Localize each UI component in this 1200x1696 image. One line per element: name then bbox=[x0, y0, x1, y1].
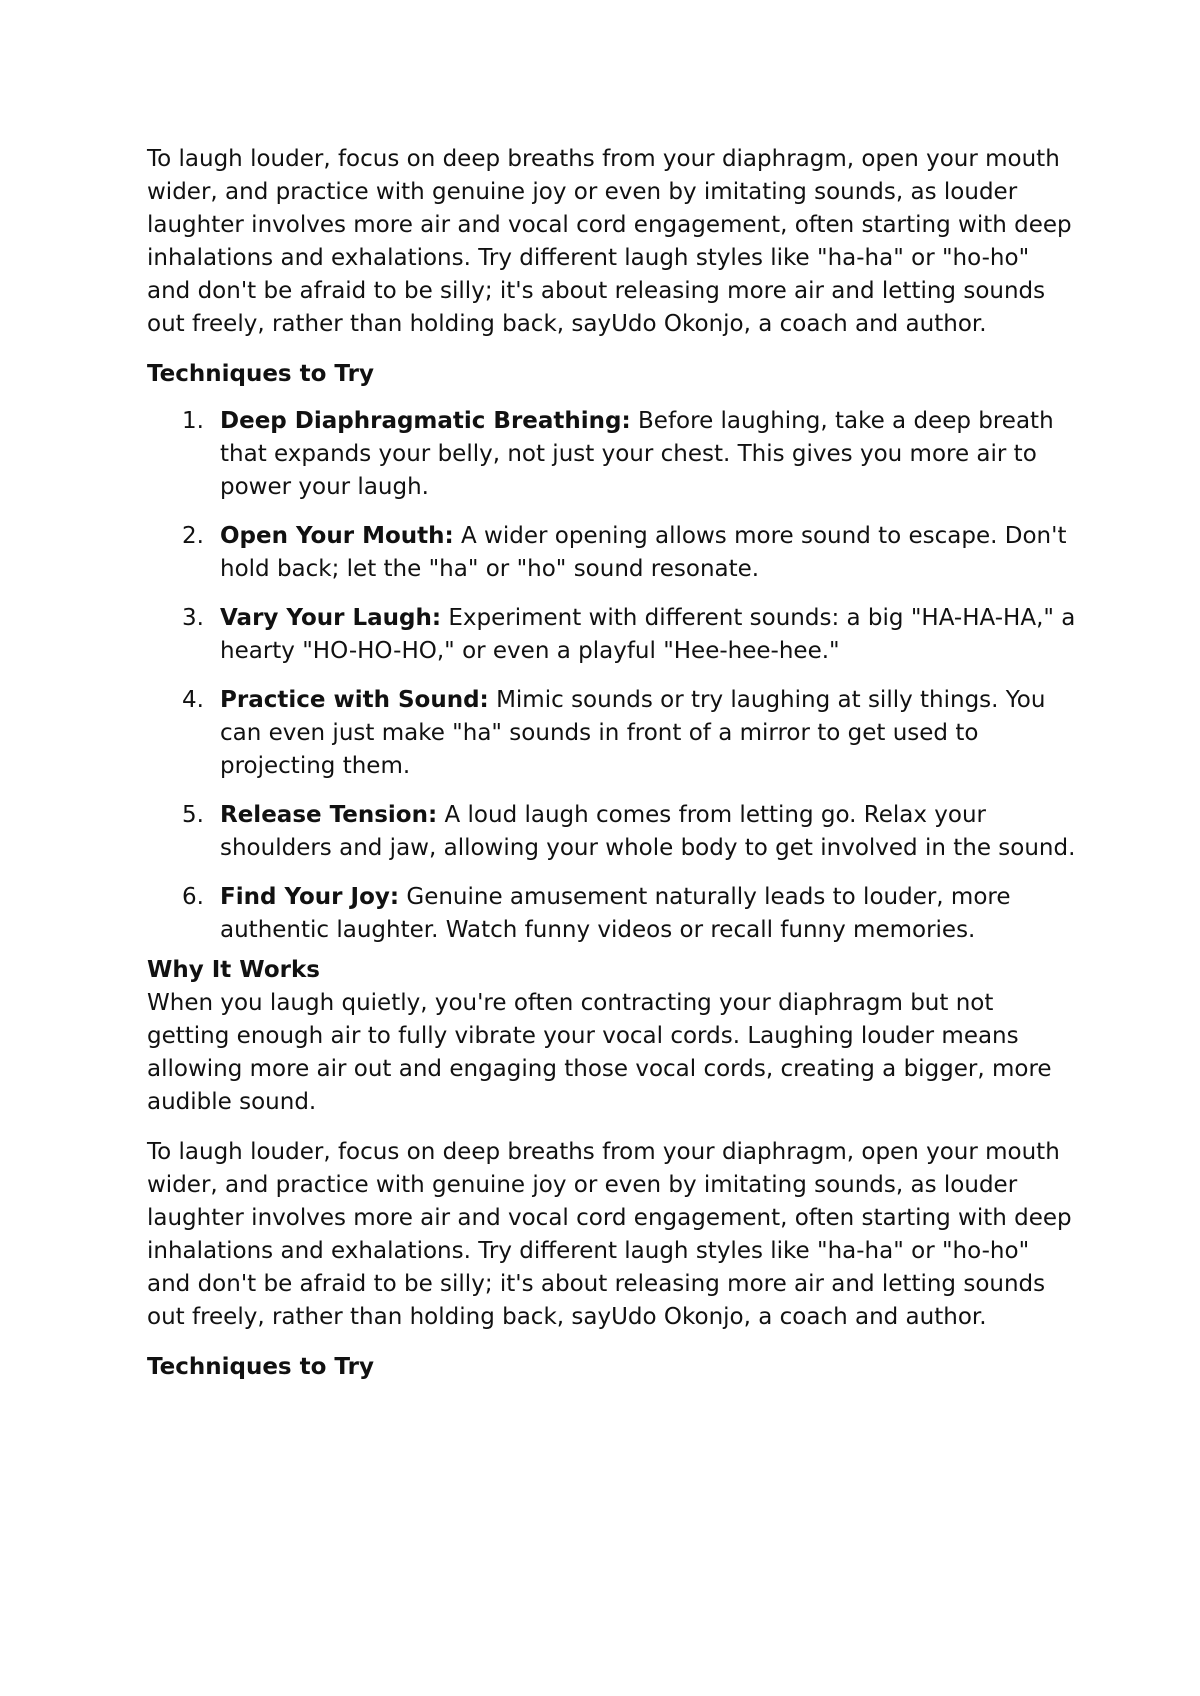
list-item-number: 2. bbox=[182, 523, 204, 549]
list-item bbox=[147, 799, 1077, 865]
list-item-term: Release Tension: bbox=[220, 802, 438, 828]
list-item-text: Mimic sounds or try laughing at silly things. You can even just make "ha" sounds in front of a mirror to get used to projecting them. bbox=[220, 687, 1046, 779]
list-item-term: Open Your Mouth: bbox=[220, 523, 454, 549]
list-item bbox=[147, 602, 1077, 668]
list-item-number: 4. bbox=[182, 687, 204, 713]
list-item-text: A loud laugh comes from letting go. Relax your shoulders and jaw, allowing your whole body to get involved in the sound. bbox=[220, 802, 1076, 861]
list-item-number: 5. bbox=[182, 802, 204, 828]
list-item-term: Find Your Joy: bbox=[220, 884, 400, 910]
list-item-text: Experiment with different sounds: a big "HA-HA-HA," a hearty "HO-HO-HO," or even a playful "Hee-hee-hee." bbox=[220, 605, 1076, 664]
why-paragraph: When you laugh quietly, you're often contracting your diaphragm but not getting enough air to fully vibrate your vocal cords. Laughing louder means allowing more air out and engaging those vocal cords, creating a bigger, more audible sound. bbox=[147, 990, 1052, 1115]
list-item-term: Vary Your Laugh: bbox=[220, 605, 442, 631]
list-item bbox=[147, 405, 1077, 504]
list-item-text: Genuine amusement naturally leads to louder, more authentic laughter. Watch funny videos or recall funny memories. bbox=[220, 884, 1011, 943]
list-item bbox=[147, 881, 1077, 947]
list-item bbox=[147, 520, 1077, 586]
list-item-number: 6. bbox=[182, 884, 204, 910]
list-item-text: Before laughing, take a deep breath that expands your belly, not just your chest. This gives you more air to power your laugh. bbox=[220, 408, 1054, 500]
techniques-heading: Techniques to Try bbox=[147, 361, 374, 387]
list-item-number: 1. bbox=[182, 408, 204, 434]
list-item-term: Deep Diaphragmatic Breathing: bbox=[220, 408, 631, 434]
intro-paragraph: To laugh louder, focus on deep breaths from your diaphragm, open your mouth wider, and practice with genuine joy or even by imitating sounds, as louder laughter involves more air and vocal cord engagement, often starting with deep inhalations and exhalations. Try different laugh styles like "ha-ha" or "ho-ho" and don't be afraid to be silly; it's about releasing more air and letting sounds out freely, rather than holding back, sayUdo Okonjo, a coach and author. bbox=[147, 146, 1072, 337]
list-item-text: A wider opening allows more sound to escape. Don't hold back; let the "ha" or "ho" sound resonate. bbox=[220, 523, 1067, 582]
techniques-list bbox=[147, 405, 1077, 947]
list-item bbox=[147, 684, 1077, 783]
document-page bbox=[147, 143, 1077, 1398]
repeat-heading: Techniques to Try bbox=[147, 1354, 374, 1380]
list-item-number: 3. bbox=[182, 605, 204, 631]
why-heading: Why It Works bbox=[147, 957, 320, 983]
repeat-paragraph: To laugh louder, focus on deep breaths from your diaphragm, open your mouth wider, and practice with genuine joy or even by imitating sounds, as louder laughter involves more air and vocal cord engagement, often starting with deep inhalations and exhalations. Try different laugh styles like "ha-ha" or "ho-ho" and don't be afraid to be silly; it's about releasing more air and letting sounds out freely, rather than holding back, sayUdo Okonjo, a coach and author. bbox=[147, 1139, 1072, 1330]
list-item-term: Practice with Sound: bbox=[220, 687, 489, 713]
